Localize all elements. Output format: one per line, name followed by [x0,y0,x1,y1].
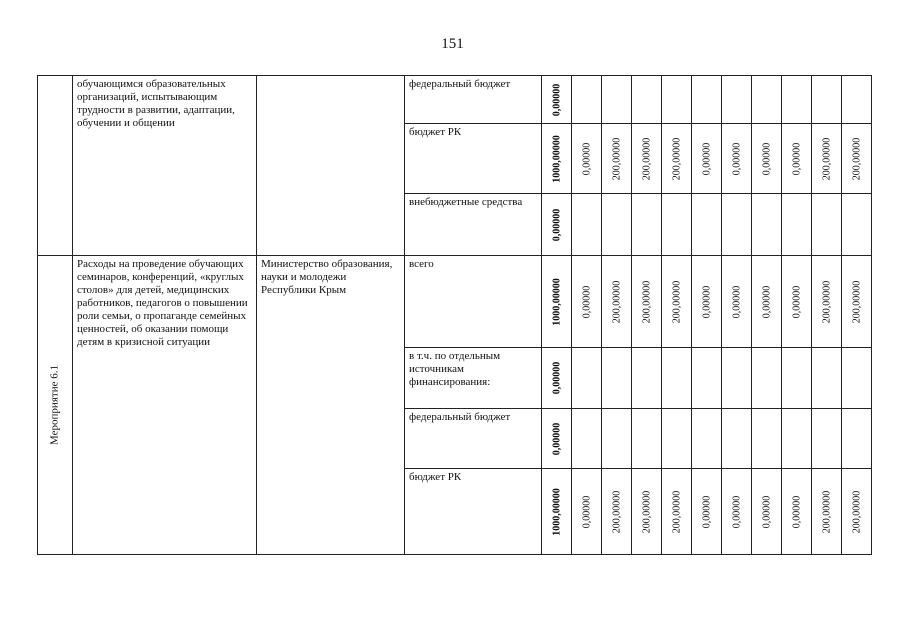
funding-source-cell [405,409,542,469]
year-amount: 200,00000 [611,490,622,533]
year-amount-cell [842,194,872,256]
total-amount-cell [542,124,572,194]
year-amount-cell [632,256,662,348]
year-amount-cell [572,76,602,124]
year-amount: 200,00000 [851,490,862,533]
year-amount-cell [842,256,872,348]
year-amount: 200,00000 [671,280,682,323]
year-amount-cell [662,76,692,124]
year-amount-cell [782,124,812,194]
year-amount-cell [782,469,812,555]
funding-source-cell-text: федеральный бюджет [409,411,511,423]
year-amount-cell [632,76,662,124]
year-amount: 0,00000 [791,495,802,528]
year-amount: 0,00000 [581,142,592,175]
total-amount-cell [542,256,572,348]
year-amount-cell [662,124,692,194]
page-number: 151 [441,36,464,52]
total-amount: 0,00000 [551,361,562,395]
year-amount-cell [842,469,872,555]
year-amount-cell [752,348,782,409]
year-amount: 200,00000 [641,490,652,533]
year-amount-cell [602,348,632,409]
year-amount-cell [662,194,692,256]
year-amount-cell [572,348,602,409]
year-amount-cell [752,256,782,348]
total-amount-cell [542,348,572,409]
funding-source-cell-text: всего [409,258,434,270]
year-amount-cell [692,256,722,348]
year-amount-cell [812,76,842,124]
measure-description-cell [73,76,257,256]
year-amount-cell [602,256,632,348]
year-amount-cell [782,256,812,348]
year-amount-cell [812,256,842,348]
year-amount-cell [632,409,662,469]
year-amount-cell [722,194,752,256]
year-amount: 0,00000 [701,142,712,175]
year-amount: 0,00000 [761,142,772,175]
year-amount-cell [662,256,692,348]
year-amount-cell [842,76,872,124]
year-amount-cell [692,124,722,194]
executor-cell [257,76,405,256]
budget-table [37,75,872,555]
measure-description-cell [73,256,257,555]
table-row [38,256,872,348]
total-amount: 0,00000 [551,83,562,116]
year-amount: 200,00000 [851,280,862,323]
year-amount: 0,00000 [581,285,592,318]
funding-source-cell-text: федеральный бюджет [409,78,511,90]
funding-source-cell-text: бюджет РК [409,126,462,138]
year-amount: 0,00000 [761,285,772,318]
year-amount: 200,00000 [611,280,622,323]
year-amount-cell [722,469,752,555]
year-amount: 0,00000 [701,285,712,318]
funding-source-cell-text: бюджет РК [409,471,462,483]
total-amount-cell [542,194,572,256]
year-amount-cell [632,194,662,256]
year-amount: 200,00000 [821,280,832,323]
year-amount-cell [752,409,782,469]
year-amount: 0,00000 [791,142,802,175]
year-amount-cell [602,124,632,194]
year-amount-cell [782,76,812,124]
year-amount: 200,00000 [671,490,682,533]
total-amount-cell [542,76,572,124]
year-amount: 200,00000 [671,137,682,180]
year-amount-cell [602,469,632,555]
year-amount: 0,00000 [701,495,712,528]
year-amount-cell [572,469,602,555]
funding-source-cell-text: внебюджетные средства [409,196,523,208]
year-amount-cell [812,469,842,555]
year-amount-cell [572,194,602,256]
year-amount-cell [632,124,662,194]
year-amount-cell [662,409,692,469]
year-amount-cell [812,194,842,256]
year-amount-cell [572,256,602,348]
funding-source-cell [405,256,542,348]
funding-source-cell [405,124,542,194]
year-amount-cell [572,124,602,194]
year-amount-cell [722,76,752,124]
year-amount: 200,00000 [851,137,862,180]
executor-cell [257,256,405,555]
funding-source-cell [405,469,542,555]
total-amount: 1000,00000 [551,134,562,183]
year-amount: 200,00000 [821,137,832,180]
year-amount: 200,00000 [821,490,832,533]
year-amount-cell [692,348,722,409]
year-amount-cell [692,469,722,555]
total-amount-cell [542,409,572,469]
measure-label: Мероприятие 6.1 [48,365,61,445]
measure-label-cell [38,256,73,555]
year-amount: 200,00000 [641,137,652,180]
year-amount: 0,00000 [761,495,772,528]
year-amount-cell [692,194,722,256]
total-amount: 1000,00000 [551,487,562,536]
year-amount-cell [782,348,812,409]
year-amount-cell [722,409,752,469]
year-amount-cell [572,409,602,469]
year-amount-cell [782,194,812,256]
year-amount-cell [752,194,782,256]
total-amount: 1000,00000 [551,277,562,326]
year-amount: 0,00000 [731,495,742,528]
year-amount: 0,00000 [731,142,742,175]
measure-description-cell-text: обучающимся образовательных организаций, испытывающим трудности в развитии, адаптации, обучении и общении [77,78,235,129]
total-amount: 0,00000 [551,208,562,241]
measure-label-cell [38,76,73,256]
year-amount-cell [842,348,872,409]
year-amount-cell [632,348,662,409]
year-amount: 200,00000 [611,137,622,180]
year-amount: 0,00000 [581,495,592,528]
year-amount-cell [842,124,872,194]
year-amount-cell [722,124,752,194]
year-amount-cell [692,409,722,469]
total-amount-cell [542,469,572,555]
year-amount-cell [632,469,662,555]
year-amount-cell [752,124,782,194]
year-amount-cell [602,194,632,256]
year-amount: 0,00000 [791,285,802,318]
year-amount-cell [722,348,752,409]
funding-source-cell [405,348,542,409]
funding-source-cell [405,194,542,256]
year-amount: 0,00000 [731,285,742,318]
year-amount-cell [782,409,812,469]
table-row [38,76,872,124]
year-amount-cell [662,469,692,555]
measure-description-cell-text: Расходы на проведение обучающих семинаров, конференций, «круглых столов» для детей, медицинских работников, педагогов о повышении роли семьи, о пропаганде семейных ценностей, об оказании помощи детям в кризисной ситуации [77,258,248,348]
year-amount-cell [752,469,782,555]
year-amount-cell [692,76,722,124]
year-amount-cell [842,409,872,469]
funding-source-cell [405,76,542,124]
year-amount-cell [662,348,692,409]
year-amount: 200,00000 [641,280,652,323]
year-amount-cell [812,409,842,469]
executor-cell-text: Министерство образования, науки и молодежи Республики Крым [261,258,393,296]
year-amount-cell [752,76,782,124]
year-amount-cell [602,409,632,469]
year-amount-cell [722,256,752,348]
funding-source-cell-text: в т.ч. по отдельным источникам финансирования: [409,350,501,388]
year-amount-cell [812,124,842,194]
year-amount-cell [602,76,632,124]
total-amount: 0,00000 [551,422,562,455]
year-amount-cell [812,348,842,409]
